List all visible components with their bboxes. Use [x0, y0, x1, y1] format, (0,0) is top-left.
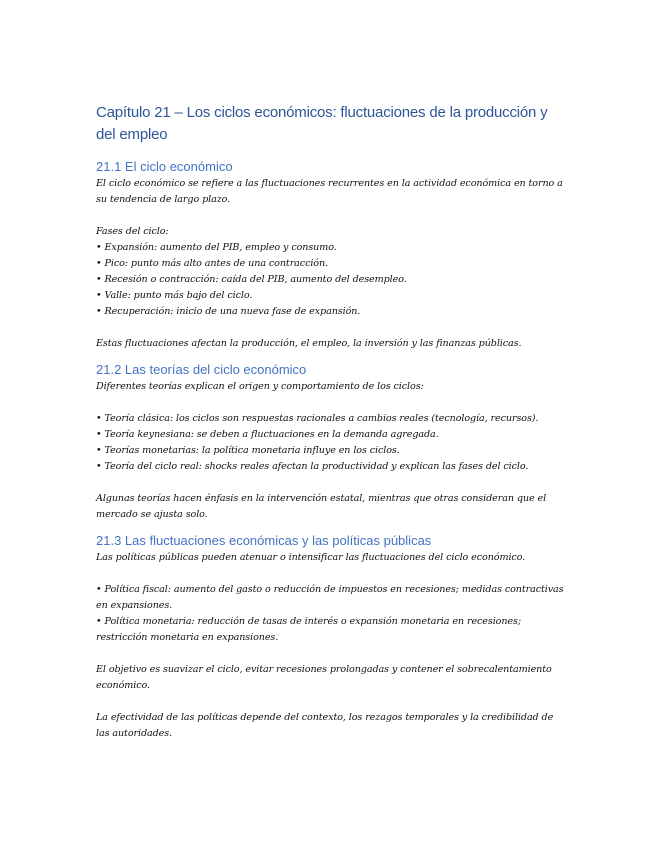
section-heading: 21.1 El ciclo económico	[96, 159, 233, 174]
section-paragraph: La efectividad de las políticas depende del contexto, los rezagos temporales y la credibilidad de las autoridades.	[96, 712, 554, 739]
section-closing: Algunas teorías hacen énfasis en la intervención estatal, mientras que otras consideran que el mercado se ajusta solo.	[96, 493, 547, 520]
list-item: • Recesión o contracción: caída del PIB, aumento del desempleo.	[96, 272, 566, 288]
chapter-title: Capítulo 21 – Los ciclos económicos: fluctuaciones de la producción y del empleo	[96, 104, 548, 143]
policy-list	[96, 582, 566, 646]
list-item: • Política monetaria: reducción de tasas de interés o expansión monetaria en recesiones; restricción monetaria en expansiones.	[96, 614, 566, 646]
list-item: • Pico: punto más alto antes de una contracción.	[96, 256, 566, 272]
section-21-2	[96, 361, 566, 523]
list-item: • Teoría keynesiana: se deben a fluctuaciones en la demanda agregada.	[96, 427, 566, 443]
list-title: Fases del ciclo:	[96, 226, 169, 237]
list-item: • Expansión: aumento del PIB, empleo y consumo.	[96, 240, 566, 256]
section-intro: Diferentes teorías explican el origen y comportamiento de los ciclos:	[96, 381, 424, 392]
section-heading: 21.2 Las teorías del ciclo económico	[96, 362, 307, 377]
list-item: • Teoría del ciclo real: shocks reales afectan la productividad y explican las fases del ciclo.	[96, 459, 566, 475]
section-closing: Estas fluctuaciones afectan la producción, el empleo, la inversión y las finanzas públicas.	[96, 338, 522, 349]
phase-list	[96, 240, 566, 320]
list-item: • Valle: punto más bajo del ciclo.	[96, 288, 566, 304]
list-item: • Teoría clásica: los ciclos son respuestas racionales a cambios reales (tecnología, recursos).	[96, 411, 566, 427]
list-item: • Teorías monetarias: la política monetaria influye en los ciclos.	[96, 443, 566, 459]
section-paragraph: El objetivo es suavizar el ciclo, evitar recesiones prolongadas y contener el sobrecalentamiento económico.	[96, 664, 552, 691]
document-page	[96, 102, 566, 742]
section-21-1	[96, 158, 566, 352]
section-intro: El ciclo económico se refiere a las fluctuaciones recurrentes en la actividad económica en torno a su tendencia de largo plazo.	[96, 178, 563, 205]
section-intro: Las políticas públicas pueden atenuar o intensificar las fluctuaciones del ciclo económico.	[96, 552, 526, 563]
section-heading: 21.3 Las fluctuaciones económicas y las políticas públicas	[96, 533, 432, 548]
theory-list	[96, 411, 566, 475]
section-21-3	[96, 532, 566, 742]
list-item: • Política fiscal: aumento del gasto o reducción de impuestos en recesiones; medidas contractivas en expansiones.	[96, 582, 566, 614]
list-item: • Recuperación: inicio de una nueva fase de expansión.	[96, 304, 566, 320]
